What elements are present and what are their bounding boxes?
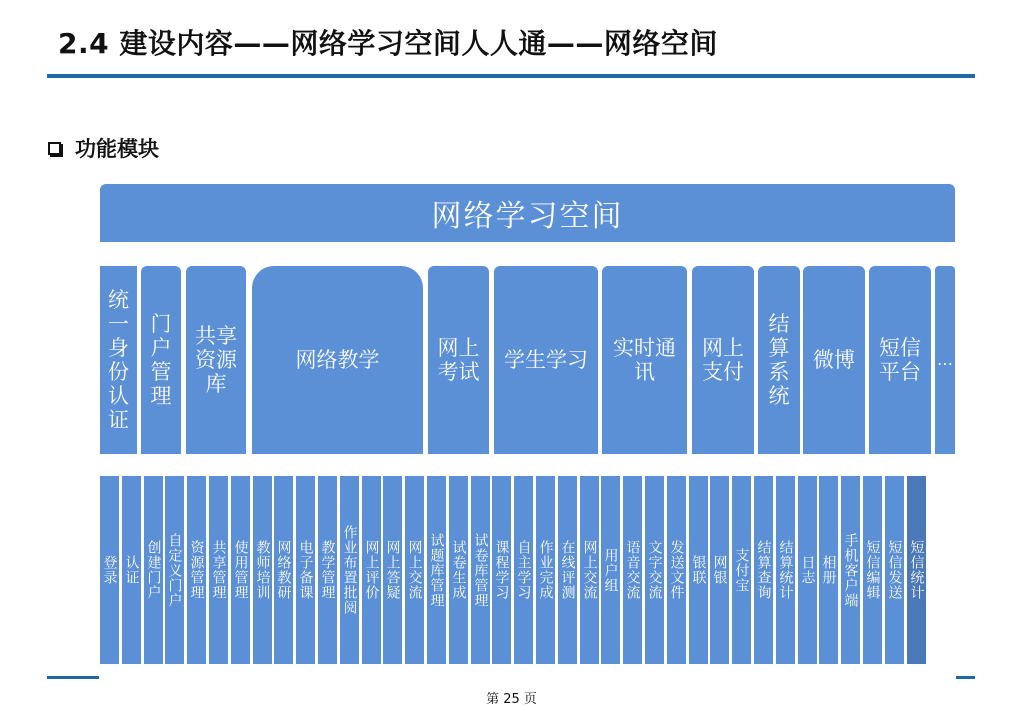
submodule-label: 银联	[690, 555, 707, 585]
submodule-label: 短信编辑	[864, 540, 881, 600]
submodule-label: 手机客户端	[842, 532, 859, 608]
submodule-box	[231, 476, 250, 664]
module-box	[252, 266, 423, 454]
submodule-label: 登录	[101, 555, 118, 585]
submodule-box	[187, 476, 206, 664]
submodule-box	[558, 476, 577, 664]
module-box	[494, 266, 598, 454]
submodule-label: 电子备课	[297, 540, 314, 600]
module-box	[186, 266, 246, 454]
submodule-box	[536, 476, 555, 664]
submodule-box	[601, 476, 620, 664]
module-box	[428, 266, 489, 454]
submodule-label: 课程学习	[493, 540, 510, 600]
module-box	[100, 266, 137, 454]
submodule-label: 创建门户	[145, 540, 162, 600]
submodule-label: 网银	[711, 555, 728, 585]
module-box	[602, 266, 687, 454]
footer-divider-right	[956, 676, 975, 679]
submodule-box	[841, 476, 860, 664]
submodule-box	[405, 476, 424, 664]
submodule-label: 教学管理	[319, 540, 336, 600]
submodule-box	[732, 476, 751, 664]
submodule-label: 网上交流	[581, 540, 598, 600]
submodule-box	[776, 476, 795, 664]
submodule-label: 试卷库管理	[472, 532, 489, 608]
submodule-box	[362, 476, 381, 664]
submodule-label: 相册	[820, 555, 837, 585]
diagram-header: 网络学习空间	[100, 184, 955, 242]
checkbox-icon	[48, 142, 61, 155]
submodule-box	[122, 476, 141, 664]
submodule-label: 用户组	[602, 547, 619, 593]
submodule-box	[885, 476, 904, 664]
submodule-box	[253, 476, 272, 664]
module-box	[935, 266, 955, 454]
submodule-label: 试题库管理	[428, 532, 445, 608]
module-label: 微博	[813, 348, 855, 372]
section-label: 功能模块	[75, 137, 159, 161]
submodule-label: 使用管理	[232, 540, 249, 600]
submodule-box	[449, 476, 468, 664]
submodule-box	[863, 476, 882, 664]
submodule-label: 发送文件	[668, 540, 685, 600]
module-box	[803, 266, 865, 454]
submodule-label: 教师培训	[254, 540, 271, 600]
submodule-label: 文字交流	[646, 540, 663, 600]
module-label: …	[937, 350, 953, 369]
submodule-box	[689, 476, 708, 664]
submodule-box	[645, 476, 664, 664]
submodule-box	[427, 476, 446, 664]
module-label: 网上支付	[702, 336, 744, 384]
submodule-label: 结算统计	[777, 540, 794, 600]
title-divider	[47, 74, 975, 78]
submodule-box	[165, 476, 184, 664]
submodule-label: 网上交流	[406, 540, 423, 600]
submodule-label: 结算查询	[755, 540, 772, 600]
submodule-label: 短信统计	[908, 540, 925, 600]
page-title: 2.4 建设内容——网络学习空间人人通——网络空间	[58, 27, 718, 60]
submodule-label: 自主学习	[515, 540, 532, 600]
submodule-box	[471, 476, 490, 664]
module-label: 门户管理	[150, 312, 172, 408]
submodule-label: 共享管理	[210, 540, 227, 600]
submodule-label: 网络教研	[275, 540, 292, 600]
submodule-box	[667, 476, 686, 664]
submodule-box	[318, 476, 337, 664]
module-box	[141, 266, 181, 454]
module-label: 网络教学	[295, 348, 380, 372]
submodule-label: 支付宝	[733, 547, 750, 593]
submodule-label: 资源管理	[188, 540, 205, 600]
submodule-label: 语音交流	[624, 540, 641, 600]
submodule-label: 网上评价	[363, 540, 380, 600]
submodule-label: 试卷生成	[450, 540, 467, 600]
footer-divider-left	[47, 676, 99, 679]
submodule-label: 在线评测	[559, 540, 576, 600]
submodule-box	[907, 476, 926, 664]
submodule-box	[623, 476, 642, 664]
submodule-box	[492, 476, 511, 664]
module-box	[758, 266, 800, 454]
module-box	[869, 266, 931, 454]
submodule-box	[340, 476, 359, 664]
module-label: 短信平台	[879, 336, 921, 384]
submodule-label: 作业完成	[537, 540, 554, 600]
submodule-box	[754, 476, 773, 664]
module-label: 实时通讯	[613, 336, 676, 384]
submodule-label: 自定义门户	[166, 532, 183, 608]
submodule-box	[580, 476, 599, 664]
module-label: 共享资源库	[195, 324, 237, 396]
submodule-box	[819, 476, 838, 664]
module-box	[692, 266, 754, 454]
module-label: 网上考试	[437, 336, 480, 384]
submodule-box	[274, 476, 293, 664]
submodule-box	[514, 476, 533, 664]
submodule-label: 认证	[123, 555, 140, 585]
submodule-box	[798, 476, 817, 664]
submodule-box	[209, 476, 228, 664]
module-label: 结算系统	[768, 312, 790, 408]
module-label: 学生学习	[504, 348, 588, 372]
submodule-label: 短信发送	[886, 540, 903, 600]
submodule-box	[383, 476, 402, 664]
submodule-label: 网上答疑	[384, 540, 401, 600]
section-heading	[48, 133, 159, 163]
submodule-box	[144, 476, 163, 664]
submodule-label: 作业布置批阅	[341, 525, 358, 615]
submodule-box	[100, 476, 119, 664]
submodule-box	[710, 476, 729, 664]
submodule-label: 日志	[799, 555, 816, 585]
module-label: 统一身份认证	[108, 288, 129, 432]
submodule-box	[296, 476, 315, 664]
page-number: 第 25 页	[486, 692, 537, 707]
